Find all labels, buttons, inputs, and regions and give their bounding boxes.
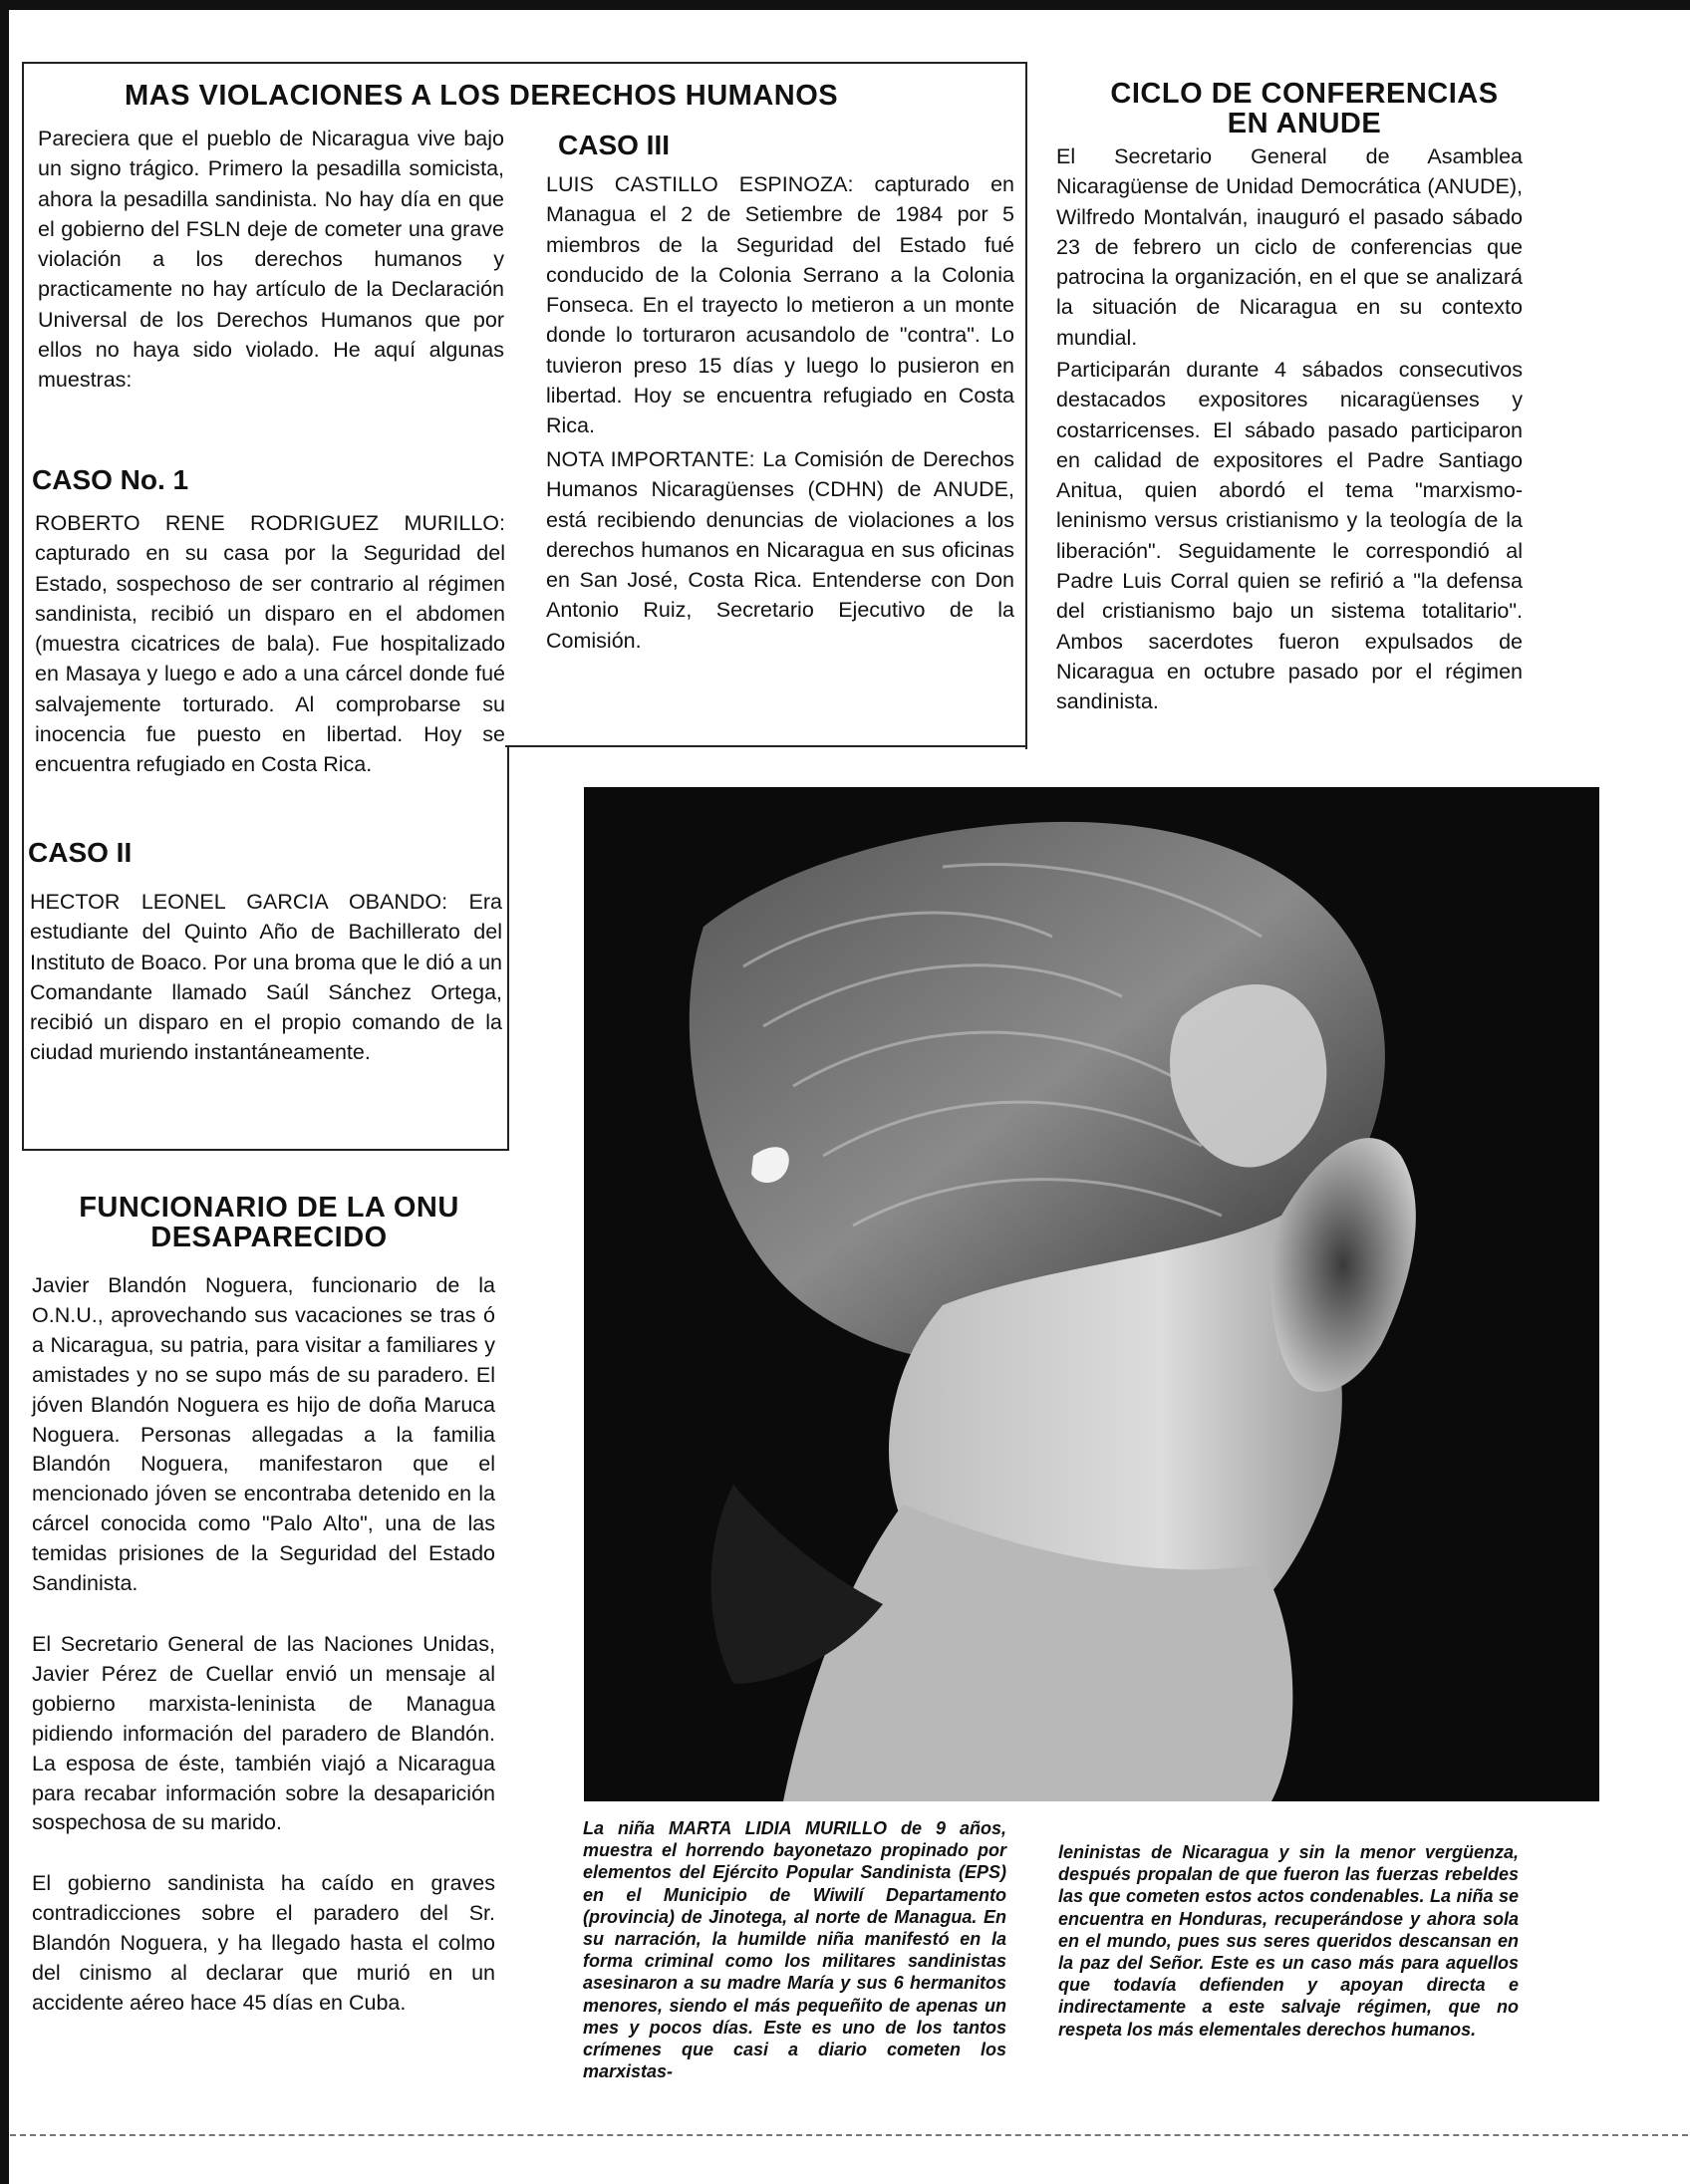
scan-edge-left [0,0,9,2184]
photo-caption-col1: La niña MARTA LIDIA MURILLO de 9 años, muestra el horrendo bayonetazo propinado por elementos del Ejército Popular Sandinista (EPS) en el Municipio de Wiwilí Departamento (provincia) de Jinotega, al norte de Managua. En su narración, la humilde niña manifestó en la forma criminal como los militares sandinistas asesinaron a su madre María y sus 6 hermanitos menores, siendo el más pequeñito de apenas un mes y pocos días. Este es uno de los tantos crímenes que casi a diario cometen los marxistas- [583,1818,1006,2082]
case2-text: HECTOR LEONEL GARCIA OBANDO: Era estudiante del Quinto Año de Bachillerato del Instituto de Boaco. Por una broma que le dió a un Comandante llamado Saúl Sánchez Ortega, recibió un disparo en el propio comando de la ciudad muriendo instantáneamente. [30,890,502,1065]
note-important: NOTA IMPORTANTE: La Comisión de Derechos Humanos Nicaragüenses (CDHN) de ANUDE, está recibiendo denuncias de violaciones a los derechos humanos en Nicaragua en sus oficinas en San José, Costa Rica. Entenderse con Don Antonio Ruiz, Secretario Ejecutivo de la Comisión. [546,447,1014,653]
onu-headline-line2: DESAPARECIDO [150,1222,388,1253]
case3-title: CASO III [558,130,671,160]
onu-para2: El Secretario General de las Naciones Unidas, Javier Pérez de Cuellar envió un mensaje al gobierno marxista-leninista de Managua pidiendo información del paradero de Blandón. La esposa de éste, también viajó a Nicaragua para recabar información sobre la desaparición sospechosa de su marido. [32,1632,495,1835]
onu-para3: El gobierno sandinista ha caído en graves contradicciones sobre el paradero del Sr. Blandón Noguera, y ha llegado hasta el colmo del cinismo al declarar que murió en un accidente aéreo hace 45 días en Cuba. [32,1871,495,2015]
box-divider [505,745,1025,747]
scan-edge-top [0,0,1690,10]
ciclo-headline-line1: CICLO DE CONFERENCIAS [1110,78,1499,110]
ciclo-headline-line2: EN ANUDE [1227,108,1382,139]
main-headline: MAS VIOLACIONES A LOS DERECHOS HUMANOS [125,80,839,112]
case3-text: LUIS CASTILLO ESPINOZA: capturado en Managua el 2 de Setiembre de 1984 por 5 miembros de la Seguridad del Estado fué conducido de la Colonia Serrano a la Colonia Fonseca. En el trayecto lo metieron a un monte donde lo torturaron acusandolo de "contra". Lo tuvieron preso 15 días y luego lo pusieron en libertad. Hoy se encuentra refugiado en Costa Rica. [546,172,1014,438]
photo-illustration [584,787,1599,1801]
case1-title: CASO No. 1 [32,464,189,495]
case2-title: CASO II [28,837,133,868]
onu-para1: Javier Blandón Noguera, funcionario de la O.N.U., aprovechando sus vacaciones se tras ó a Nicaragua, su patria, para visitar a familiares y amistades y no se supo más de su paradero. El jóven Blandón Noguera es hijo de doña Maruca Noguera. Personas allegadas a la familia Blandón Noguera, manifestaron que el mencionado jóven se encontraba detenido en la cárcel conocida como "Palo Alto", una de las temidas prisiones de la Seguridad del Estado Sandinista. [32,1273,495,1596]
main-intro: Pareciera que el pueblo de Nicaragua vive bajo un signo trágico. Primero la pesadilla somicista, ahora la pesadilla sandinista. No hay día en que el gobierno del FSLN deje de cometer una grave violación a los derechos humanos y practicamente no hay artículo de la Declaración Universal de los Derechos Humanos que por ellos no haya sido violado. He aquí algunas muestras: [38,127,504,393]
photo-girl-wound [584,787,1599,1801]
case1-text: ROBERTO RENE RODRIGUEZ MURILLO: capturado en su casa por la Seguridad del Estado, sospechoso de ser contrario al régimen sandinista, recibió un disparo en el abdomen (muestra cicatrices de bala). Fue hospitalizado en Masaya y luego e ado a una cárcel donde fué salvajemente torturado. Al comprobarse su inocencia fue puesto en libertad. Hoy se encuentra refugiado en Costa Rica. [35,511,505,777]
bottom-rule [10,2134,1688,2138]
onu-headline-line1: FUNCIONARIO DE LA ONU [79,1192,459,1224]
photo-caption-col2: leninistas de Nicaragua y sin la menor vergüenza, después propalan de que fueron las fuerzas rebeldes las que cometen estos actos condenables. La niña se encuentra en Honduras, recuperándose y ahora sola en el mundo, pues sus seres queridos descansan en la paz del Señor. Este es un caso más para aquellos que todavía defienden y apoyan directa e indirectamente a este salvaje régimen, que no respeta los más elementales derechos humanos. [1058,1842,1519,2040]
ciclo-para1: El Secretario General de Asamblea Nicaragüense de Unidad Democrática (ANUDE), Wilfredo Montalván, inauguró el pasado sábado 23 de febrero un ciclo de conferencias que patrocina la organización, en el que se analizará la situación de Nicaragua en su contexto mundial. [1056,144,1523,350]
ciclo-para2: Participarán durante 4 sábados consecutivos destacados expositores nicaragüenses y costarricenses. El sábado pasado participaron en calidad de expositores el Padre Santiago Anitua, quien abordó el tema "marxismo-leninismo versus cristianismo y la teología de la liberación". Seguidamente le correspondió al Padre Luis Corral quien se refirió a "la defensa del cristianismo bajo un sistema totalitario". Ambos sacerdotes fueron expulsados de Nicaragua en octubre pasado por el régimen sandinista. [1056,358,1523,714]
